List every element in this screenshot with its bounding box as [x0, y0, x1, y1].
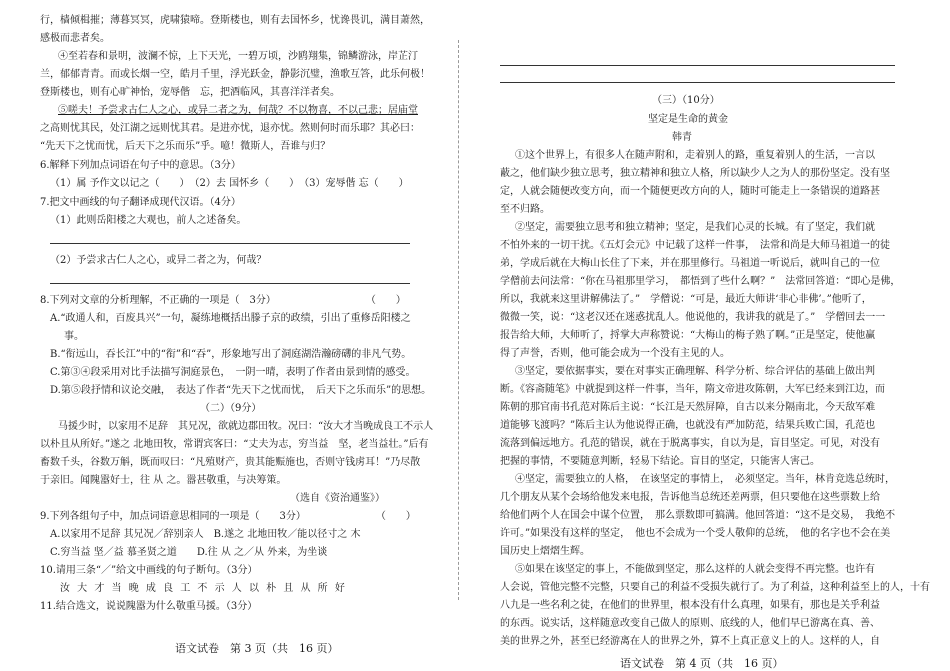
article-line: 弟，学成后就在大梅山长住了下来，并在那里修行。马祖道一听说后，就叫自己的一位: [500, 258, 880, 269]
question-7: 7.把文中画线的句子翻译成现代汉语。（4分）: [40, 197, 241, 208]
options-ab: A.以家用不足辞 其兄况／辞别亲人 B.遂之 北地田牧／能以径寸之 木: [50, 529, 361, 540]
article-line: ⑤如果在该坚定的事上，不能做到坚定，那么这样的人就会变得不再完整。也许有: [515, 564, 875, 575]
article-line: 定，人就会随便改变方向，而一个随便更改方向的人，随时可能走上一条错误的道路甚: [500, 186, 880, 197]
article-line: ①这个世界上，有很多人在随声附和，走着别人的路，重复着别人的生活，一言以: [515, 150, 875, 161]
article-line: 所以，我就来这里讲解佛法了。” 学僧说：“可是，最近大师讲‘非心非佛’。”他听了，: [500, 294, 872, 305]
source-note: （选自《资治通鉴》）: [290, 493, 385, 504]
article-line: ③坚定，要依据事实，要在对事实正确理解、科学分析、综合评估的基础上做出判: [515, 366, 875, 377]
section-heading: （二）（9分）: [200, 403, 262, 414]
left-page: [0, 0, 470, 671]
question-7-sentence-1: （1）此则岳阳楼之大观也，前人之述备矣。: [50, 215, 247, 226]
question-7-sentence-2: （2）予尝求古仁人之心，或异二者之为，何哉？: [50, 255, 267, 266]
section-heading: （三）（10分）: [652, 95, 720, 106]
page-footer: 语文试卷 第 4 页（共 16 页）: [620, 657, 784, 670]
text-line: “先天下之忧而忧，后天下之乐而乐”乎。噫！微斯人，吾谁与归？: [40, 141, 331, 152]
question-9: 9.下列各组句子中，加点词语意思相同的一项是（ 3分） （ ）: [40, 511, 416, 522]
article-line: 至不归路。: [500, 204, 550, 215]
text-line: 之高则忧其民，处江湖之远则忧其君。是进亦忧，退亦忧。然则何时而乐耶？其必曰：: [40, 123, 420, 134]
passage-line: 马援少时，以家用不足辞 其兄况，欲就边郡田牧。况曰：“汝大才当晚成良工不示人: [58, 421, 434, 432]
article-line: 蔽之，他们缺少独立思考，独立精神和独立人格，所以缺少人之为人的那份坚定。没有坚: [500, 168, 890, 179]
article-line: 不怕外来的一切干扰。《五灯会元》中记载了这样一件事， 法常和尚是大师马祖道一的徒: [500, 240, 890, 251]
passage-line: 畜数千头，谷数万斛，既而叹曰：“凡殖财产，贵其能赈施也，否则守钱虏耳！”乃尽散: [40, 457, 421, 468]
question-8: 8.下列对文章的分析理解，不正确的一项是（ 3分） （ ）: [40, 295, 406, 306]
option-a: A.“政通人和，百废具兴”一句，凝练地概括出滕子京的政绩，引出了重修岳阳楼之: [50, 313, 411, 324]
article-line: 人会说，管他完整不完整，只要自己的利益不受损失就行了。为了利益，这种利益至上的人，十有: [500, 582, 930, 593]
sentence-to-punctuate: 汝 大 才 当 晚 成 良 工 不 示 人 以 朴 且 从 所 好: [60, 583, 347, 594]
options-cd: C.穷当益 坚／益 慕圣贤之道 D.往 从 之／从 外来，为坐谈: [50, 547, 328, 558]
option-d: D.第⑤段抒情和议论交融， 表达了作者“先天下之忧而忧， 后天下之乐而乐”的思想。: [50, 385, 432, 396]
article-author: 韩青: [672, 132, 692, 143]
article-line: 几个朋友从某个会场给他发来电报，告诉他当总统还差两票，但只要他在这些票数上给: [500, 492, 880, 503]
article-line: 把握的事情，不要随意判断，轻易下结论。盲目的坚定，只能害人害己。: [500, 456, 820, 467]
page-footer: 语文试卷 第 3 页（共 16 页）: [175, 642, 339, 655]
option-b: B.“衔远山，吞长江”中的“衔”和“吞”，形象地写出了洞庭湖浩瀚磅礴的非凡气势。: [50, 349, 412, 360]
page-divider: [458, 40, 459, 600]
right-page: [470, 0, 950, 671]
option-a-cont: 事。: [64, 331, 84, 342]
question-11: 11.结合选文，说说隗嚣为什么敬重马援。（3分）: [40, 601, 258, 612]
answer-line[interactable]: [500, 82, 895, 83]
article-line: 给他们两个人在国会中谋个位置， 那么票数即可搞满。他回答道：“这不是交易， 我绝不: [500, 510, 896, 521]
answer-line[interactable]: [500, 65, 895, 66]
article-line: 的东西。说实话，这样随意改变自己做人的原则、底线的人，他们早已游离在真、善、: [500, 618, 880, 629]
option-c: C.第③④段采用对比手法描写洞庭景色， 一阴一晴，表明了作者由景到情的感受。: [50, 367, 416, 378]
article-line: 许可。”如果没有这样的坚定， 他也不会成为一个受人敬仰的总统， 他的名字也不会在美: [500, 528, 891, 539]
question-10: 10.请用三条“／”给文中画线的句子断句。（3分）: [40, 565, 258, 576]
text-line: 感极而悲者矣。: [40, 33, 110, 44]
answer-line[interactable]: [50, 283, 410, 284]
text-line: ④至若春和景明，波澜不惊，上下天光，一碧万顷，沙鸥翔集，锦鳞游泳，岸芷汀: [58, 51, 418, 62]
article-line: 陈朝的那官南书孔范对陈后主说：“长江是天然屏障，自古以来分隔南北，今天敌军难: [500, 402, 876, 413]
text-line: 登斯楼也，则有心旷神怡，宠辱偕 忘，把酒临风，其喜洋洋者矣。: [40, 87, 340, 98]
text-line: 兰，郁郁青青。而或长烟一空，皓月千里，浮光跃金，静影沉璧，渔歌互答，此乐何极！: [40, 69, 430, 80]
passage-line: 于亲旧。闻隗嚣好士，往 从 之。嚣甚敬重，与决筹策。: [40, 475, 287, 486]
article-title: 坚定是生命的黄金: [648, 114, 728, 125]
question-6-items: （1）属 予作文以记之（ ） （2）去 国怀乡（ ） （3）宠辱偕 忘（ ）: [50, 178, 409, 189]
underlined-sentence: ⑤嗟夫！予尝求古仁人之心，或异二者之为，何哉？不以物喜，不以己悲；居庙堂: [58, 105, 418, 116]
text-line: 行，樯倾楫摧；薄暮冥冥，虎啸猿啼。登斯楼也，则有去国怀乡，忧谗畏讥，满目萧然，: [40, 15, 430, 26]
article-line: ④坚定，需要独立的人格， 在该坚定的事情上， 必须坚定。当年，林肯竞选总统时，: [515, 474, 895, 485]
answer-line[interactable]: [50, 243, 410, 244]
question-6: 6.解释下列加点词语在句子中的意思。（3分）: [40, 160, 241, 171]
article-line: 国历史上熠熠生辉。: [500, 546, 590, 557]
article-line: 道能够飞渡吗？”陈后主认为他说得正确，也就没有严加防范，结果兵败亡国，孔范也: [500, 420, 876, 431]
article-line: 微微一笑，说：“这老汉还在迷惑扰乱人。他说他的，我讲我的就是了。” 学僧回去一一: [500, 312, 886, 323]
article-line: 得了声誉，否则，他可能会成为一个没有主见的人。: [500, 348, 730, 359]
passage-line: 以朴且从所好。”遂之 北地田牧，常谓宾客曰：“丈夫为志，穷当益 坚，老当益壮。”后有: [40, 439, 429, 450]
article-line: 断。《容斋随笔》中就提到这样一件事，当年，隋文帝进攻陈朝，大军已经来到江边，而: [500, 384, 885, 395]
article-line: 流落到偏远地方。孔范的错误，就在于脱离事实，自以为是，盲目坚定。可见，对没有: [500, 438, 880, 449]
article-line: 报告给大师，大师听了，捋掌大声称赞说：“大梅山的梅子熟了啊。”正是坚定，使他赢: [500, 330, 876, 341]
article-line: 八九是一些名利之徒，在他们的世界里，根本没有什么真理，如果有，那也是关乎利益: [500, 600, 880, 611]
article-line: 美的世界之外，甚至已经游离在人的世界之外，算不上真正意义上的人。这样的人，自: [500, 636, 880, 647]
article-line: 学僧前去问法常：“你在马祖那里学习， 都悟到了些什么啊？” 法常回答道：“即心是佛，: [500, 276, 901, 287]
article-line: ②坚定，需要独立思考和独立精神；坚定，是我们心灵的长城。有了坚定，我们就: [515, 222, 875, 233]
